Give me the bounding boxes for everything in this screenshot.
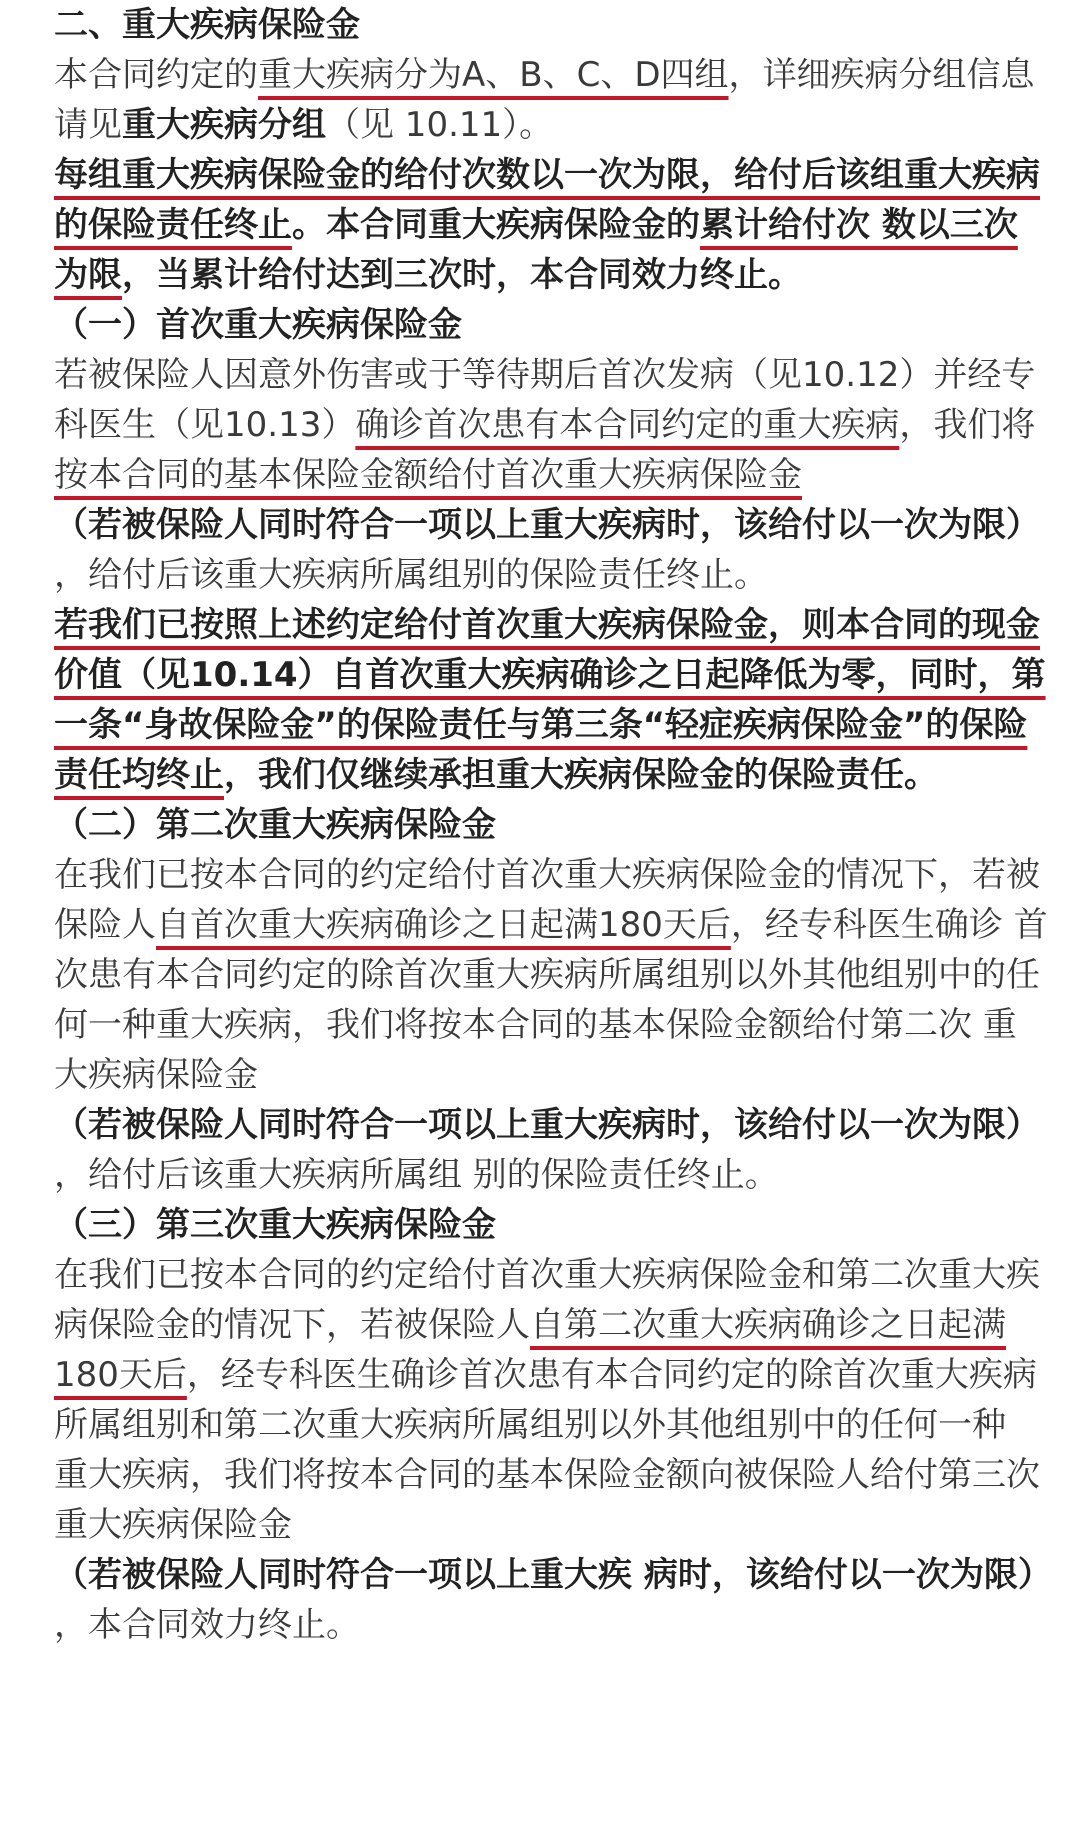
section-limit-paragraph bbox=[54, 150, 1050, 300]
text: 在我们已按本合同的约定给付首次重大疾病保险金和第二次重大疾病保险金的情况下，若被保险人 bbox=[54, 1255, 1040, 1345]
first-after-note: ，给付后该重大疾病所属组别的保险责任终止。 bbox=[54, 555, 768, 595]
first-paragraph bbox=[54, 350, 1050, 500]
text: ，当累计给付达到三次时，本合同效力终止。 bbox=[122, 255, 802, 295]
text: （见 10.11）。 bbox=[326, 105, 554, 145]
section-intro-paragraph bbox=[54, 50, 1050, 150]
second-after-note: ，给付后该重大疾病所属组 别的保险责任终止。 bbox=[54, 1155, 779, 1195]
underlined-text: 若我们已按照上述约定给付首次重大疾病保险金，则本合同的现金价值（见10.14）自首次重大疾病确诊之日起降低为零，同时，第一条“身故保险金”的保险责任与第三条“轻症疾病保险金”的保险责任均终止 bbox=[54, 605, 1046, 795]
text: ，经专科医生确诊 首次患有本合同约定的除首次重大疾病所属组别以外其他组别中的任何一种重大疾病，我们将按本合同的基本保险金额给付第二次 重大疾病保险金 bbox=[54, 905, 1048, 1095]
text: ，我们将 bbox=[899, 405, 1036, 445]
underlined-text: 确诊首次患有本合同约定的重大疾病 bbox=[355, 405, 900, 445]
second-heading: （二）第二次重大疾病保险金 bbox=[54, 805, 496, 845]
text: ，我们仅继续承担重大疾病保险金的保险责任。 bbox=[224, 755, 938, 795]
underlined-text: 按本合同的基本保险金额给付首次重大疾病保险金 bbox=[54, 455, 802, 495]
text: 若被保险人因意外伤害或于等待期后首次发病（见10.12）并经专科医生（见10.13） bbox=[54, 355, 1036, 445]
text: 本合同约定的 bbox=[54, 55, 258, 95]
text: ，经专科医生确诊首次患有本合同约定的除首次重大疾病所属组别和第二次重大疾病所属组别以外其他组别中的任何一种 重大疾病，我们将按本合同的基本保险金额向被保险人给付第三次重大疾病保险金 bbox=[54, 1355, 1040, 1545]
second-paragraph bbox=[54, 850, 1050, 1100]
third-after-note: ，本合同效力终止。 bbox=[54, 1605, 360, 1645]
first-cash-value-paragraph bbox=[54, 600, 1050, 800]
underlined-text: 自第二次重大疾病确诊之日起满 180天后 bbox=[54, 1305, 1006, 1395]
section-title: 二、重大疾病保险金 bbox=[54, 5, 360, 45]
underlined-text: 重大疾病分为A、B、C、D四组 bbox=[258, 55, 729, 95]
third-note: （若被保险人同时符合一项以上重大疾 病时，该给付以一次为限） bbox=[54, 1555, 1052, 1595]
underlined-text: 累计给付次 数以三次为限 bbox=[54, 205, 1018, 295]
text: 在我们已按本合同的约定给付首次重大疾病保险金的情况下，若被保险人 bbox=[54, 855, 1040, 945]
second-note: （若被保险人同时符合一项以上重大疾病时，该给付以一次为限） bbox=[54, 1105, 1040, 1145]
first-note: （若被保险人同时符合一项以上重大疾病时，该给付以一次为限） bbox=[54, 505, 1040, 545]
underlined-text: 自首次重大疾病确诊之日起满180天后 bbox=[156, 905, 731, 945]
text: 。本合同重大疾病保险金的 bbox=[292, 205, 700, 245]
third-heading: （三）第三次重大疾病保险金 bbox=[54, 1205, 496, 1245]
underlined-text: 每组重大疾病保险金的给付次数以一次为限，给付后该组重大疾病的保险责任终止 bbox=[54, 155, 1040, 245]
bold-term: 重大疾病分组 bbox=[122, 105, 326, 145]
text: ，详细疾病分组信息请见 bbox=[54, 55, 1035, 145]
third-paragraph bbox=[54, 1250, 1050, 1550]
first-heading: （一）首次重大疾病保险金 bbox=[54, 305, 462, 345]
